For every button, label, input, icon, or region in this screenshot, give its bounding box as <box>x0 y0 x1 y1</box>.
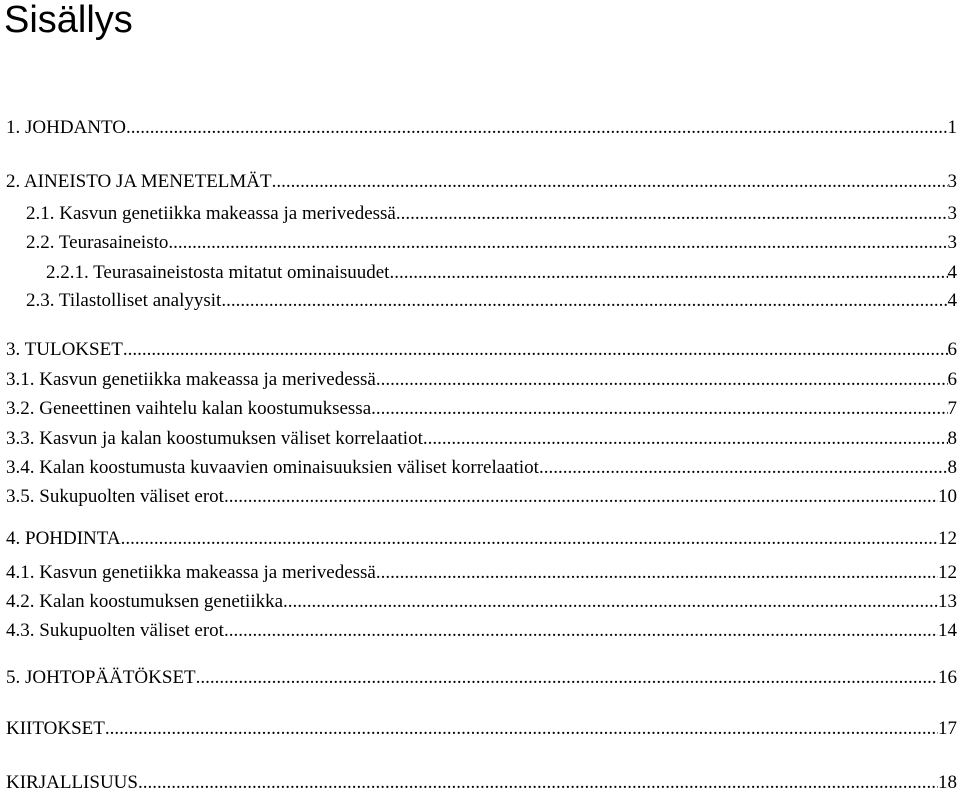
dot-leader <box>105 718 938 740</box>
dot-leader <box>224 620 938 642</box>
toc-entry[interactable] <box>6 171 957 193</box>
toc-entry[interactable] <box>6 528 957 550</box>
dot-leader <box>376 562 938 584</box>
toc-page-number: 3 <box>947 171 957 192</box>
dot-leader <box>196 667 938 689</box>
toc-entry-title: 3. TULOKSET <box>6 339 123 360</box>
toc-page-number: 3 <box>947 232 957 253</box>
page-title: Sisällys <box>4 0 133 41</box>
toc-entry-title: 2.2. Teurasaineisto <box>26 232 169 253</box>
toc-page-number: 10 <box>938 486 957 507</box>
toc-entry-title: 4.3. Sukupuolten väliset erot <box>6 620 224 641</box>
toc-entry-title: 2.1. Kasvun genetiikka makeassa ja merivedessä <box>26 203 396 224</box>
toc-entry[interactable] <box>6 339 957 361</box>
toc-page-number: 12 <box>938 562 957 583</box>
toc-entry[interactable] <box>6 772 957 794</box>
toc-entry[interactable] <box>46 262 957 284</box>
toc-entry[interactable] <box>6 562 957 584</box>
toc-entry-title: 2. AINEISTO JA MENETELMÄT <box>6 171 272 192</box>
toc-entry[interactable] <box>6 718 957 740</box>
dot-leader <box>123 339 948 361</box>
toc-entry[interactable] <box>6 369 957 391</box>
toc-entry-title: 4. POHDINTA <box>6 528 121 549</box>
toc-entry[interactable] <box>26 232 957 254</box>
toc-entry-title: 5. JOHTOPÄÄTÖKSET <box>6 667 196 688</box>
toc-page-number: 17 <box>938 718 957 739</box>
toc-page-number: 8 <box>947 428 957 449</box>
dot-leader <box>283 591 938 613</box>
dot-leader <box>272 171 948 193</box>
toc-entry-title: 2.3. Tilastolliset analyysit <box>26 290 222 311</box>
dot-leader <box>126 117 948 139</box>
toc-entry[interactable] <box>6 620 957 642</box>
dot-leader <box>371 398 947 420</box>
toc-entry-title: 3.4. Kalan koostumusta kuvaavien ominaisuuksien väliset korrelaatiot <box>6 457 539 478</box>
dot-leader <box>138 772 938 794</box>
toc-entry[interactable] <box>6 591 957 613</box>
dot-leader <box>168 232 947 254</box>
toc-page-number: 4 <box>947 290 957 311</box>
toc-entry-title: 3.1. Kasvun genetiikka makeassa ja merivedessä <box>6 369 376 390</box>
toc-page-number: 13 <box>938 591 957 612</box>
toc-page-number: 12 <box>938 528 957 549</box>
toc-page-number: 7 <box>947 398 957 419</box>
toc-entry[interactable] <box>6 428 957 450</box>
toc-page-number: 4 <box>947 262 957 283</box>
toc-entry-title: 3.2. Geneettinen vaihtelu kalan koostumuksessa <box>6 398 372 419</box>
dot-leader <box>121 528 938 550</box>
toc-entry-title: 4.2. Kalan koostumuksen genetiikka <box>6 591 284 612</box>
dot-leader <box>224 486 938 508</box>
toc-entry-title: 4.1. Kasvun genetiikka makeassa ja merivedessä <box>6 562 376 583</box>
toc-entry-title: 3.5. Sukupuolten väliset erot <box>6 486 224 507</box>
toc-entry-title: 2.2.1. Teurasaineistosta mitatut ominaisuudet <box>46 262 390 283</box>
dot-leader <box>396 203 948 225</box>
dot-leader <box>376 369 948 391</box>
toc-page-number: 1 <box>947 117 957 138</box>
toc-entry-title: KIITOKSET <box>6 718 105 739</box>
toc-page-number: 3 <box>947 203 957 224</box>
toc-entry-title: KIRJALLISUUS <box>6 772 138 793</box>
toc-page-number: 6 <box>947 339 957 360</box>
toc-page-number: 6 <box>947 369 957 390</box>
toc-entry[interactable] <box>6 667 957 689</box>
toc-page-number: 16 <box>938 667 957 688</box>
dot-leader <box>221 290 947 312</box>
toc-page-number: 18 <box>938 772 957 793</box>
toc-entry[interactable] <box>6 486 957 508</box>
toc-entry-title: 3.3. Kasvun ja kalan koostumuksen väliset korrelaatiot <box>6 428 423 449</box>
dot-leader <box>539 457 948 479</box>
toc-entry[interactable] <box>26 203 957 225</box>
toc-entry-title: 1. JOHDANTO <box>6 117 126 138</box>
toc-entry[interactable] <box>6 398 957 420</box>
toc-entry[interactable] <box>26 290 957 312</box>
dot-leader <box>423 428 948 450</box>
dot-leader <box>389 262 947 284</box>
toc-page-number: 14 <box>938 620 957 641</box>
toc-page-number: 8 <box>947 457 957 478</box>
toc-entry[interactable] <box>6 117 957 139</box>
toc-entry[interactable] <box>6 457 957 479</box>
